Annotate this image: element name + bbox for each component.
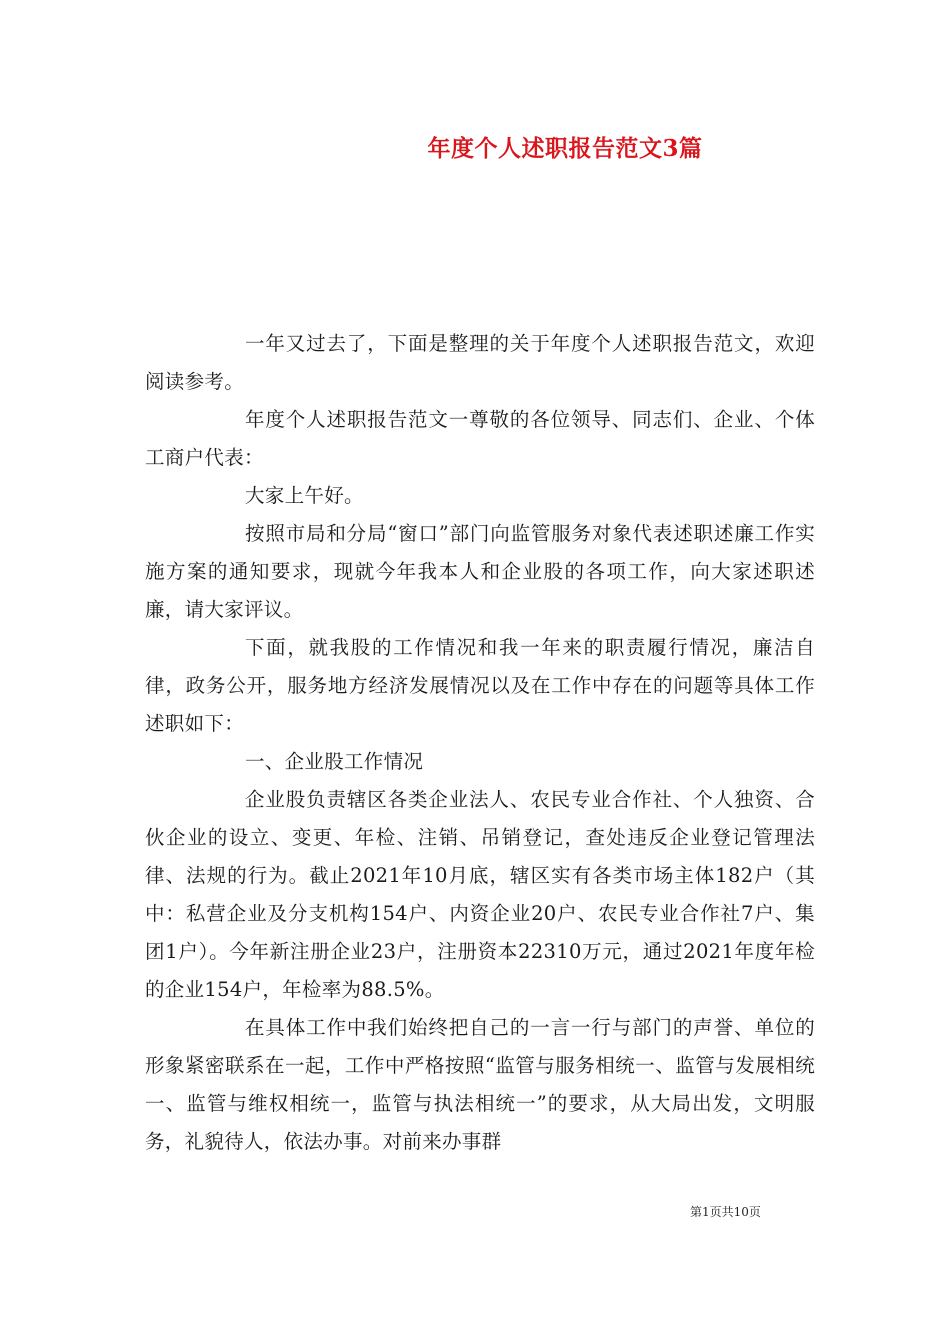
document-body — [145, 325, 815, 1161]
paragraph-purpose: 按照市局和分局“窗口”部门向监管服务对象代表述职述廉工作实施方案的通知要求，现就今年我本人和企业股的各项工作，向大家述职述廉，请大家评议。 — [145, 522, 815, 621]
paragraph-greeting: 大家上午好。 — [245, 484, 364, 507]
page-number: 第1页共10页 — [690, 1205, 761, 1219]
paragraph-stats: 企业股负责辖区各类企业法人、农民专业合作社、个人独资、合伙企业的设立、变更、年检、注销、吊销登记，查处违反企业登记管理法律、法规的行为。截止2021年10月底，辖区实有各类市场主体182户（其中：私营企业及分支机构154户、内资企业20户、农民专业合作社7户、集团1户）。今年新注册企业23户，注册资本22310万元，通过2021年度年检的企业154户，年检率为88.5%。 — [145, 788, 815, 1001]
section-heading: 一、企业股工作情况 — [245, 750, 424, 773]
paragraph-outline: 下面，就我股的工作情况和我一年来的职责履行情况，廉洁自律，政务公开，服务地方经济发展情况以及在工作中存在的问题等具体工作述职如下： — [145, 636, 815, 735]
paragraph-conduct: 在具体工作中我们始终把自己的一言一行与部门的声誉、单位的形象紧密联系在一起，工作中严格按照“监管与服务相统一、监管与发展相统一、监管与维权相统一，监管与执法相统一”的要求，从大局出发，文明服务，礼貌待人，依法办事。对前来办事群 — [145, 1016, 815, 1153]
paragraph-intro: 一年又过去了，下面是整理的关于年度个人述职报告范文，欢迎阅读参考。 — [145, 332, 815, 393]
paragraph-salutation: 年度个人述职报告范文一尊敬的各位领导、同志们、企业、个体工商户代表： — [145, 408, 815, 469]
document-title: 年度个人述职报告范文3篇 — [427, 135, 703, 162]
